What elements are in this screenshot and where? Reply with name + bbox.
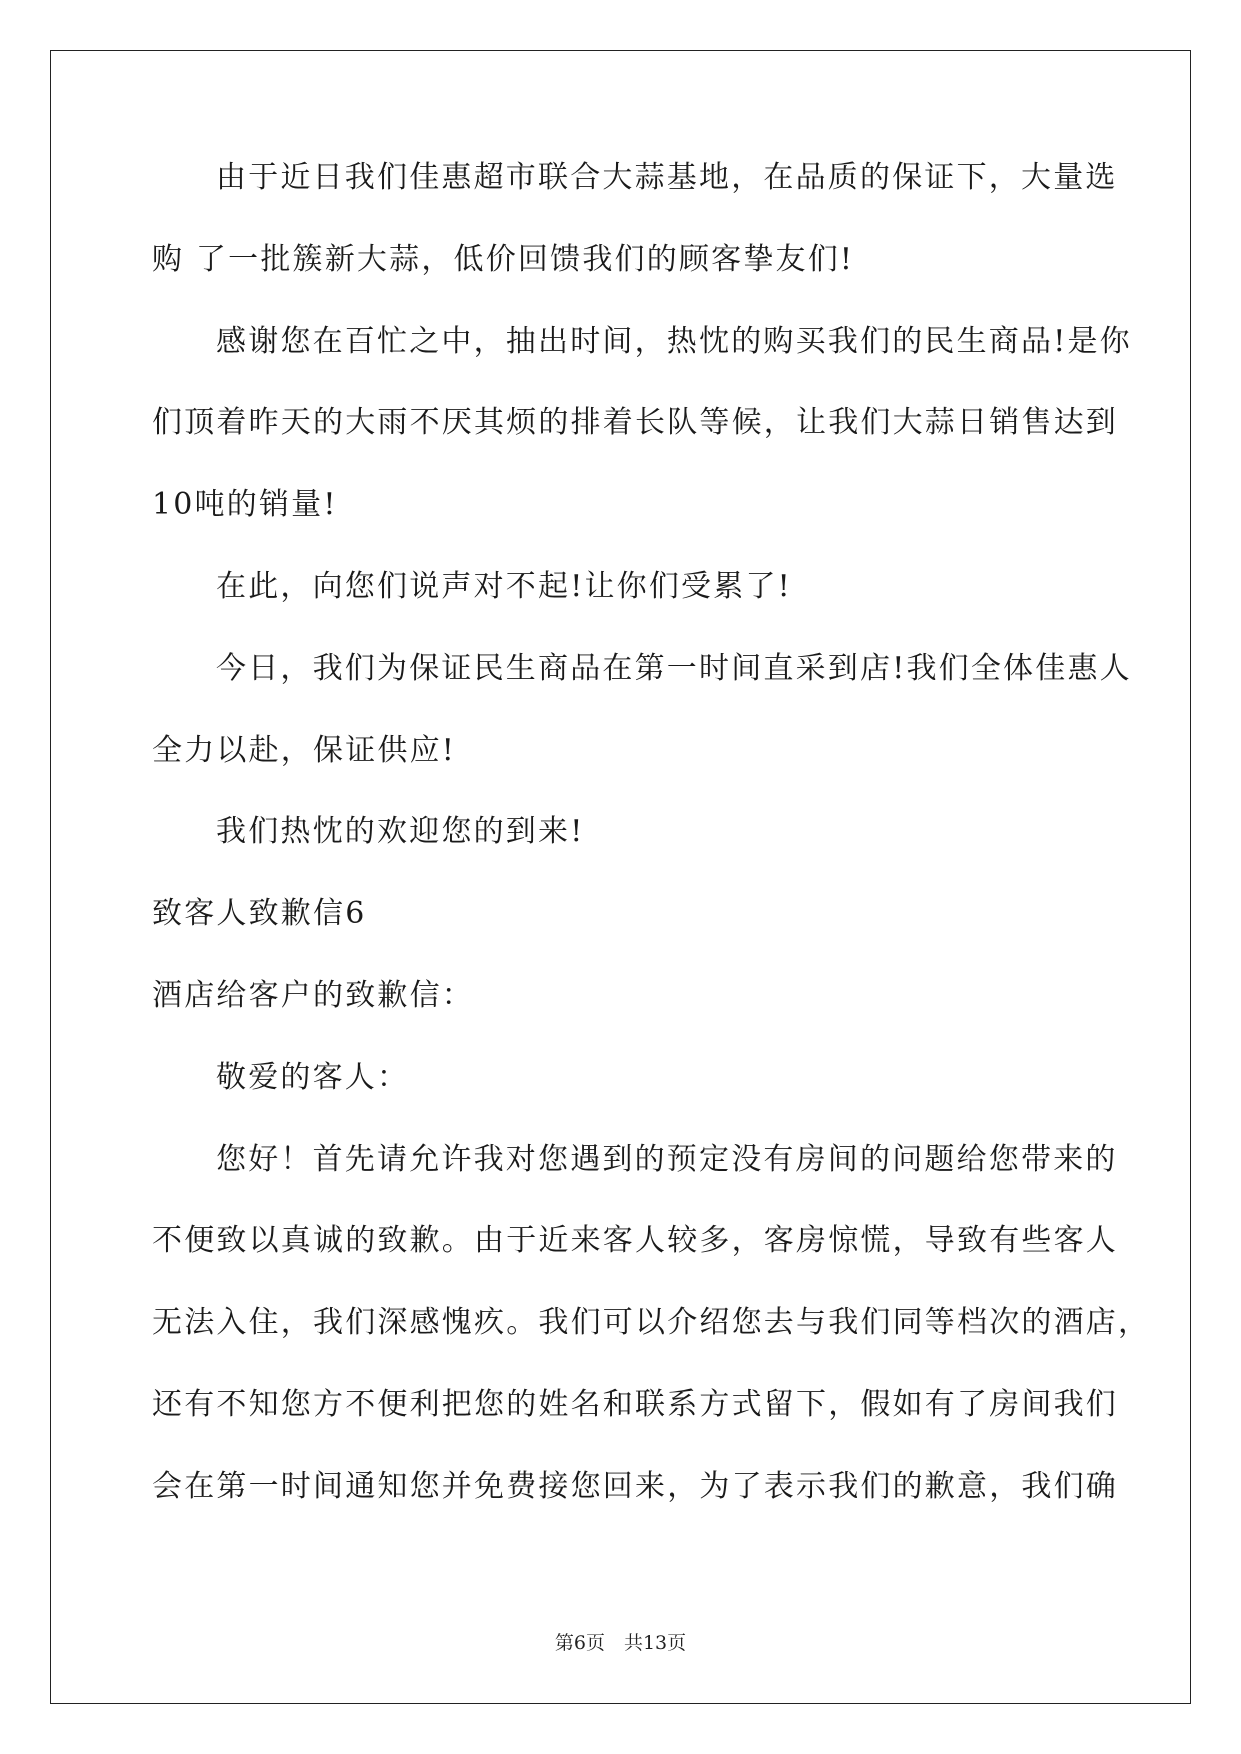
paragraph-line: 全力以赴，保证供应! [152, 732, 457, 768]
paragraph-line: 会在第一时间通知您并免费接您回来，为了表示我们的歉意，我们确 [152, 1468, 1118, 1504]
letter-title: 酒店给客户的致歉信： [152, 977, 474, 1013]
paragraph-line: 不便致以真诚的致歉。由于近来客人较多，客房惊慌，导致有些客人 [152, 1223, 1118, 1259]
paragraph-line: 我们热忱的欢迎您的到来! [216, 814, 585, 850]
paragraph-line: 感谢您在百忙之中，抽出时间，热忱的购买我们的民生商品!是你 [216, 323, 1132, 359]
paragraph-line: 无法入住，我们深感愧疚。我们可以介绍您去与我们同等档次的酒店， [152, 1305, 1151, 1341]
paragraph-line: 在此，向您们说声对不起!让你们受累了! [216, 568, 792, 604]
paragraph-line: 您好！首先请允许我对您遇到的预定没有房间的问题给您带来的 [216, 1141, 1118, 1177]
paragraph-line: 购 了一批簇新大蒜，低价回馈我们的顾客挚友们! [152, 241, 855, 277]
paragraph-line: 还有不知您方不便利把您的姓名和联系方式留下，假如有了房间我们 [152, 1386, 1118, 1422]
paragraph-line: 由于近日我们佳惠超市联合大蒜基地，在品质的保证下，大量选 [216, 160, 1118, 195]
section-heading: 致客人致歉信6 [152, 896, 367, 932]
paragraph-line: 10吨的销量! [152, 487, 338, 523]
salutation: 敬爱的客人： [216, 1059, 410, 1095]
paragraph-line: 们顶着昨天的大雨不厌其烦的排着长队等候，让我们大蒜日销售达到 [152, 405, 1118, 441]
document-body [152, 158, 1151, 1549]
page-number-footer: 第6页 共13页 [554, 1632, 687, 1654]
paragraph-line: 今日，我们为保证民生商品在第一时间直采到店!我们全体佳惠人 [216, 650, 1132, 686]
